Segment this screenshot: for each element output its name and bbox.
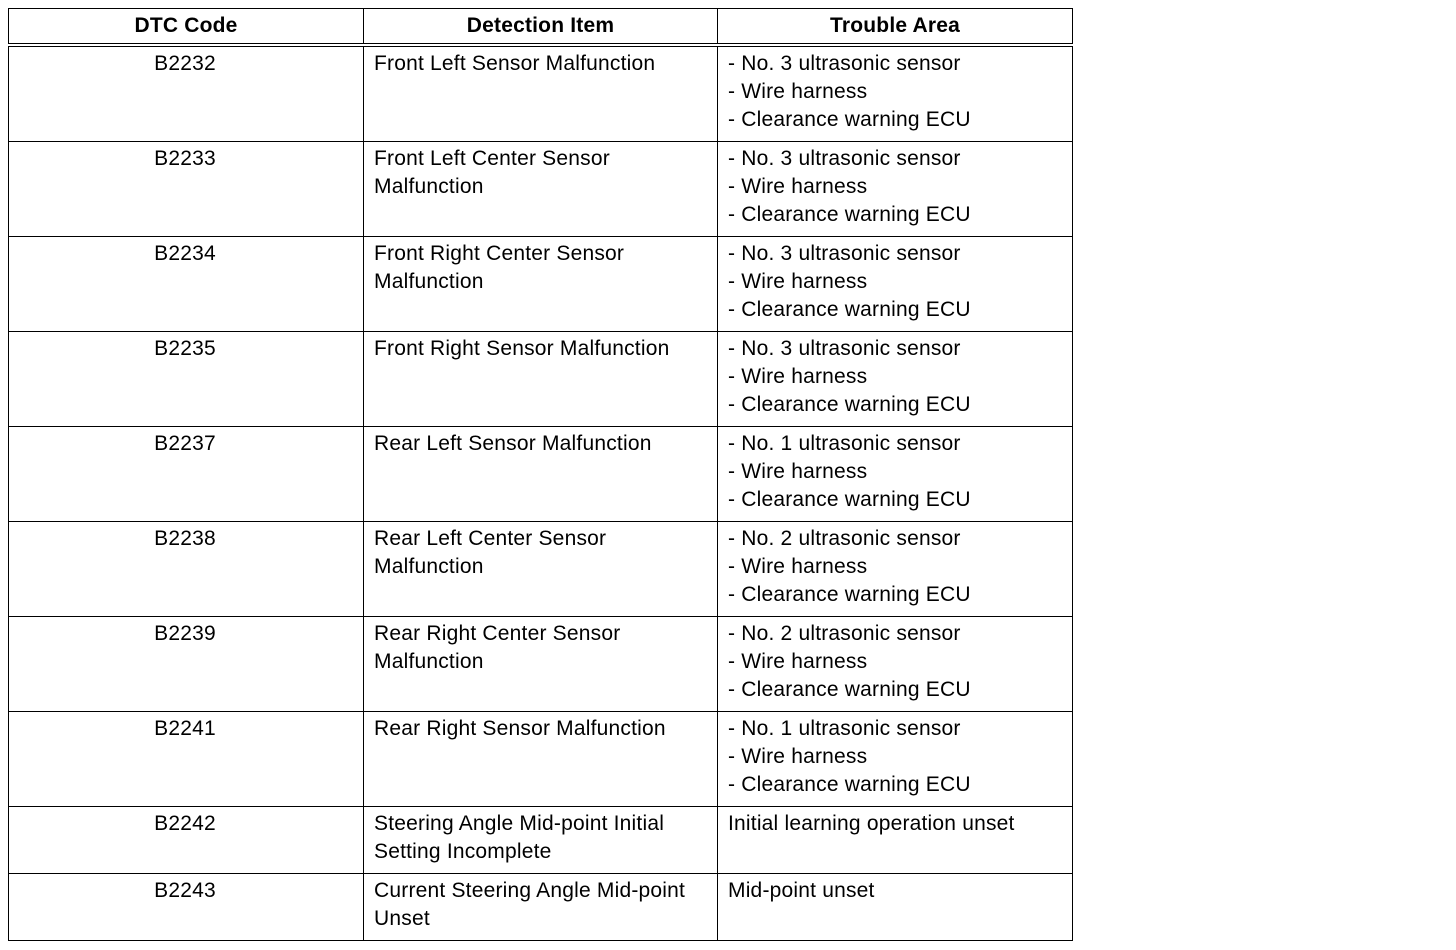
trouble-area-line: - Wire harness: [728, 270, 868, 293]
trouble-area-line: - Clearance warning ECU: [728, 773, 971, 796]
dtc-table: [8, 8, 1073, 941]
table-row: [9, 807, 1073, 874]
trouble-area-line: - Wire harness: [728, 745, 868, 768]
detection-item-text: Steering Angle Mid-point Initial Setting Incomplete: [374, 812, 665, 863]
trouble-area-line: - No. 2 ultrasonic sensor: [728, 622, 961, 645]
detection-item-text: Rear Right Sensor Malfunction: [374, 717, 666, 740]
detection-item-text: Rear Left Sensor Malfunction: [374, 432, 652, 455]
detection-item-cell: [364, 142, 718, 237]
table-header-row: [9, 9, 1073, 46]
dtc-code-cell: B2235: [9, 332, 364, 427]
detection-item-cell: [364, 617, 718, 712]
trouble-area-line: - No. 1 ultrasonic sensor: [728, 717, 961, 740]
dtc-code-cell: B2233: [9, 142, 364, 237]
dtc-code-cell: B2243: [9, 874, 364, 941]
detection-item-cell: [364, 522, 718, 617]
detection-item-cell: [364, 332, 718, 427]
trouble-area-cell: [718, 237, 1073, 332]
trouble-area-line: - No. 3 ultrasonic sensor: [728, 52, 961, 75]
dtc-code-cell: B2241: [9, 712, 364, 807]
detection-item-text: Current Steering Angle Mid-point Unset: [374, 879, 686, 930]
table-row: [9, 617, 1073, 712]
detection-item-cell: [364, 45, 718, 142]
trouble-area-line: - No. 3 ultrasonic sensor: [728, 337, 961, 360]
trouble-area-line: - No. 2 ultrasonic sensor: [728, 527, 961, 550]
header-trouble-area: Trouble Area: [718, 9, 1073, 46]
table-row: [9, 237, 1073, 332]
trouble-area-line: - Clearance warning ECU: [728, 678, 971, 701]
dtc-code-cell: B2242: [9, 807, 364, 874]
trouble-area-cell: [718, 617, 1073, 712]
trouble-area-line: - Clearance warning ECU: [728, 203, 971, 226]
dtc-code-cell: B2234: [9, 237, 364, 332]
detection-item-text: Front Right Center Sensor Malfunction: [374, 242, 625, 293]
trouble-area-line: - Wire harness: [728, 365, 868, 388]
table-row: [9, 874, 1073, 941]
detection-item-text: Rear Left Center Sensor Malfunction: [374, 527, 607, 578]
trouble-area-line: Initial learning operation unset: [728, 812, 1015, 835]
trouble-area-cell: [718, 874, 1073, 941]
detection-item-cell: [364, 807, 718, 874]
trouble-area-cell: [718, 142, 1073, 237]
trouble-area-line: - Wire harness: [728, 175, 868, 198]
detection-item-cell: [364, 427, 718, 522]
dtc-code-cell: B2238: [9, 522, 364, 617]
dtc-code-cell: B2232: [9, 45, 364, 142]
trouble-area-line: - Clearance warning ECU: [728, 393, 971, 416]
trouble-area-line: - Clearance warning ECU: [728, 488, 971, 511]
trouble-area-cell: [718, 522, 1073, 617]
detection-item-text: Rear Right Center Sensor Malfunction: [374, 622, 621, 673]
detection-item-text: Front Left Center Sensor Malfunction: [374, 147, 610, 198]
trouble-area-line: - No. 3 ultrasonic sensor: [728, 147, 961, 170]
trouble-area-line: - No. 3 ultrasonic sensor: [728, 242, 961, 265]
trouble-area-line: - Wire harness: [728, 650, 868, 673]
header-dtc-code: DTC Code: [9, 9, 364, 46]
table-row: [9, 712, 1073, 807]
detection-item-text: Front Left Sensor Malfunction: [374, 52, 656, 75]
trouble-area-line: - Wire harness: [728, 555, 868, 578]
trouble-area-cell: [718, 427, 1073, 522]
header-detection-item: Detection Item: [364, 9, 718, 46]
trouble-area-cell: [718, 332, 1073, 427]
detection-item-cell: [364, 874, 718, 941]
dtc-code-cell: B2239: [9, 617, 364, 712]
dtc-code-cell: B2237: [9, 427, 364, 522]
table-row: [9, 522, 1073, 617]
table-row: [9, 45, 1073, 142]
detection-item-cell: [364, 712, 718, 807]
trouble-area-cell: [718, 712, 1073, 807]
trouble-area-line: - Wire harness: [728, 460, 868, 483]
trouble-area-line: - Clearance warning ECU: [728, 583, 971, 606]
table-row: [9, 332, 1073, 427]
trouble-area-line: - Clearance warning ECU: [728, 298, 971, 321]
trouble-area-line: - Clearance warning ECU: [728, 108, 971, 131]
trouble-area-cell: [718, 45, 1073, 142]
trouble-area-line: - No. 1 ultrasonic sensor: [728, 432, 961, 455]
detection-item-text: Front Right Sensor Malfunction: [374, 337, 670, 360]
trouble-area-line: Mid-point unset: [728, 879, 875, 902]
detection-item-cell: [364, 237, 718, 332]
trouble-area-cell: [718, 807, 1073, 874]
trouble-area-line: - Wire harness: [728, 80, 868, 103]
table-row: [9, 427, 1073, 522]
table-row: [9, 142, 1073, 237]
